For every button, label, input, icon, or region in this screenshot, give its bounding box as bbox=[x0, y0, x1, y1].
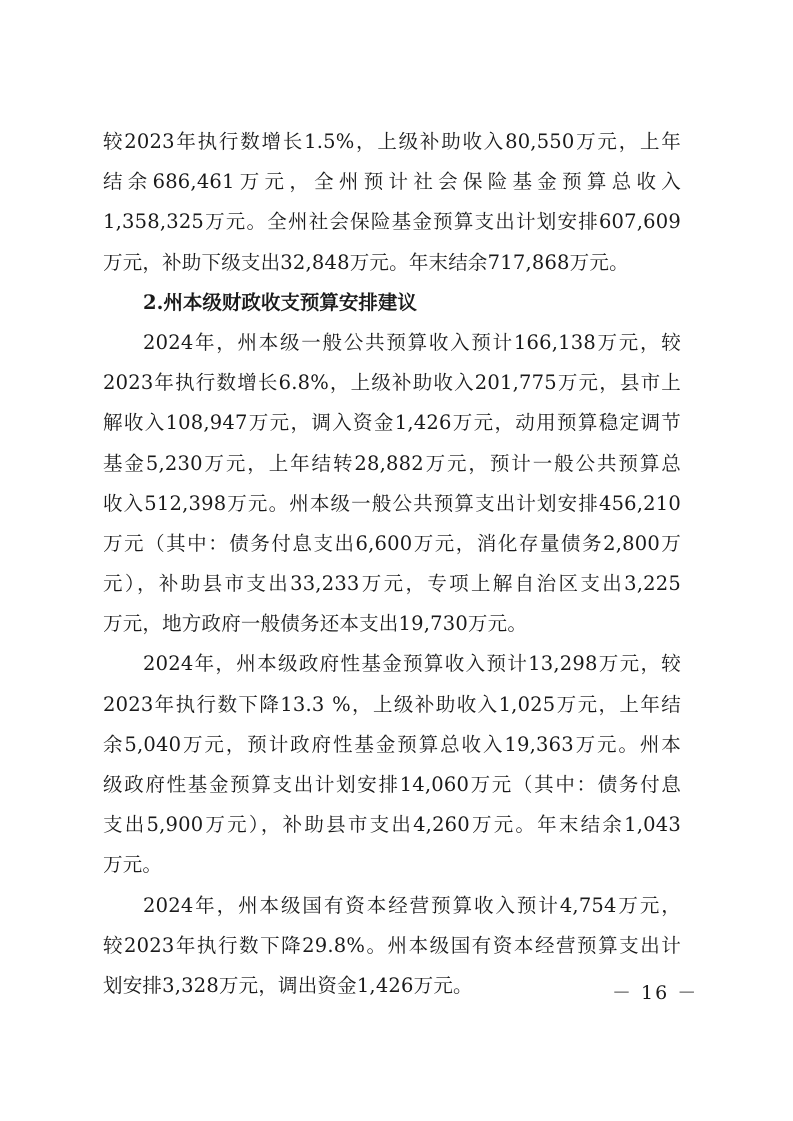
text-line: 划安排3,328万元，调出资金1,426万元。 bbox=[103, 973, 473, 997]
text-line: 万元。 bbox=[103, 853, 163, 877]
section-heading: 2.州本级财政收支预算安排建议 bbox=[143, 290, 417, 314]
text-line: 2024年，州本级政府性基金预算收入预计13,298万元，较 bbox=[143, 652, 681, 676]
text-line: 1,358,325万元。全州社会保险基金预算支出计划安排607,609 bbox=[103, 210, 681, 234]
text-line: 万元，地方政府一般债务还本支出19,730万元。 bbox=[103, 612, 528, 636]
text-line: 2024年，州本级国有资本经营预算收入预计4,754万元， bbox=[143, 893, 681, 917]
text-line: 2023年执行数下降13.3 %，上级补助收入1,025万元，上年结 bbox=[103, 692, 681, 716]
text-line: 较2023年执行数增长1.5%，上级补助收入80,550万元，上年 bbox=[103, 130, 681, 153]
text-line: 解收入108,947万元，调入资金1,426万元，动用预算稳定调节 bbox=[103, 411, 681, 435]
text-line: 级政府性基金预算支出计划安排14,060万元（其中：债务付息 bbox=[103, 773, 681, 796]
text-line: 余5,040万元，预计政府性基金预算总收入19,363万元。州本 bbox=[103, 732, 681, 756]
text-line: 支出5,900万元），补助县市支出4,260万元。年末结余1,043 bbox=[103, 813, 681, 837]
paragraph-social-insurance-continued bbox=[103, 122, 681, 283]
text-line: 2023年执行数增长6.8%，上级补助收入201,775万元，县市上 bbox=[103, 371, 681, 395]
text-line: 较2023年执行数下降29.8%。州本级国有资本经营预算支出计 bbox=[103, 933, 681, 957]
text-line: 万元，补助下级支出32,848万元。年末结余717,868万元。 bbox=[103, 250, 629, 274]
text-line: 结余686,461万元，全州预计社会保险基金预算总收入 bbox=[103, 170, 681, 194]
page-number: － 16 － bbox=[612, 982, 699, 1004]
document-body bbox=[103, 122, 681, 1006]
text-line: 万元（其中：债务付息支出6,600万元，消化存量债务2,800万 bbox=[103, 531, 681, 555]
paragraph-general-public-budget bbox=[103, 323, 681, 645]
paragraph-state-capital-budget bbox=[103, 886, 681, 1007]
paragraph-government-fund-budget bbox=[103, 644, 681, 885]
text-line: 收入512,398万元。州本级一般公共预算支出计划安排456,210 bbox=[103, 491, 681, 515]
text-line: 2024年，州本级一般公共预算收入预计166,138万元，较 bbox=[143, 330, 681, 354]
text-line: 基金5,230万元，上年结转28,882万元，预计一般公共预算总 bbox=[103, 451, 681, 475]
text-line: 元），补助县市支出33,233万元，专项上解自治区支出3,225 bbox=[103, 572, 681, 596]
